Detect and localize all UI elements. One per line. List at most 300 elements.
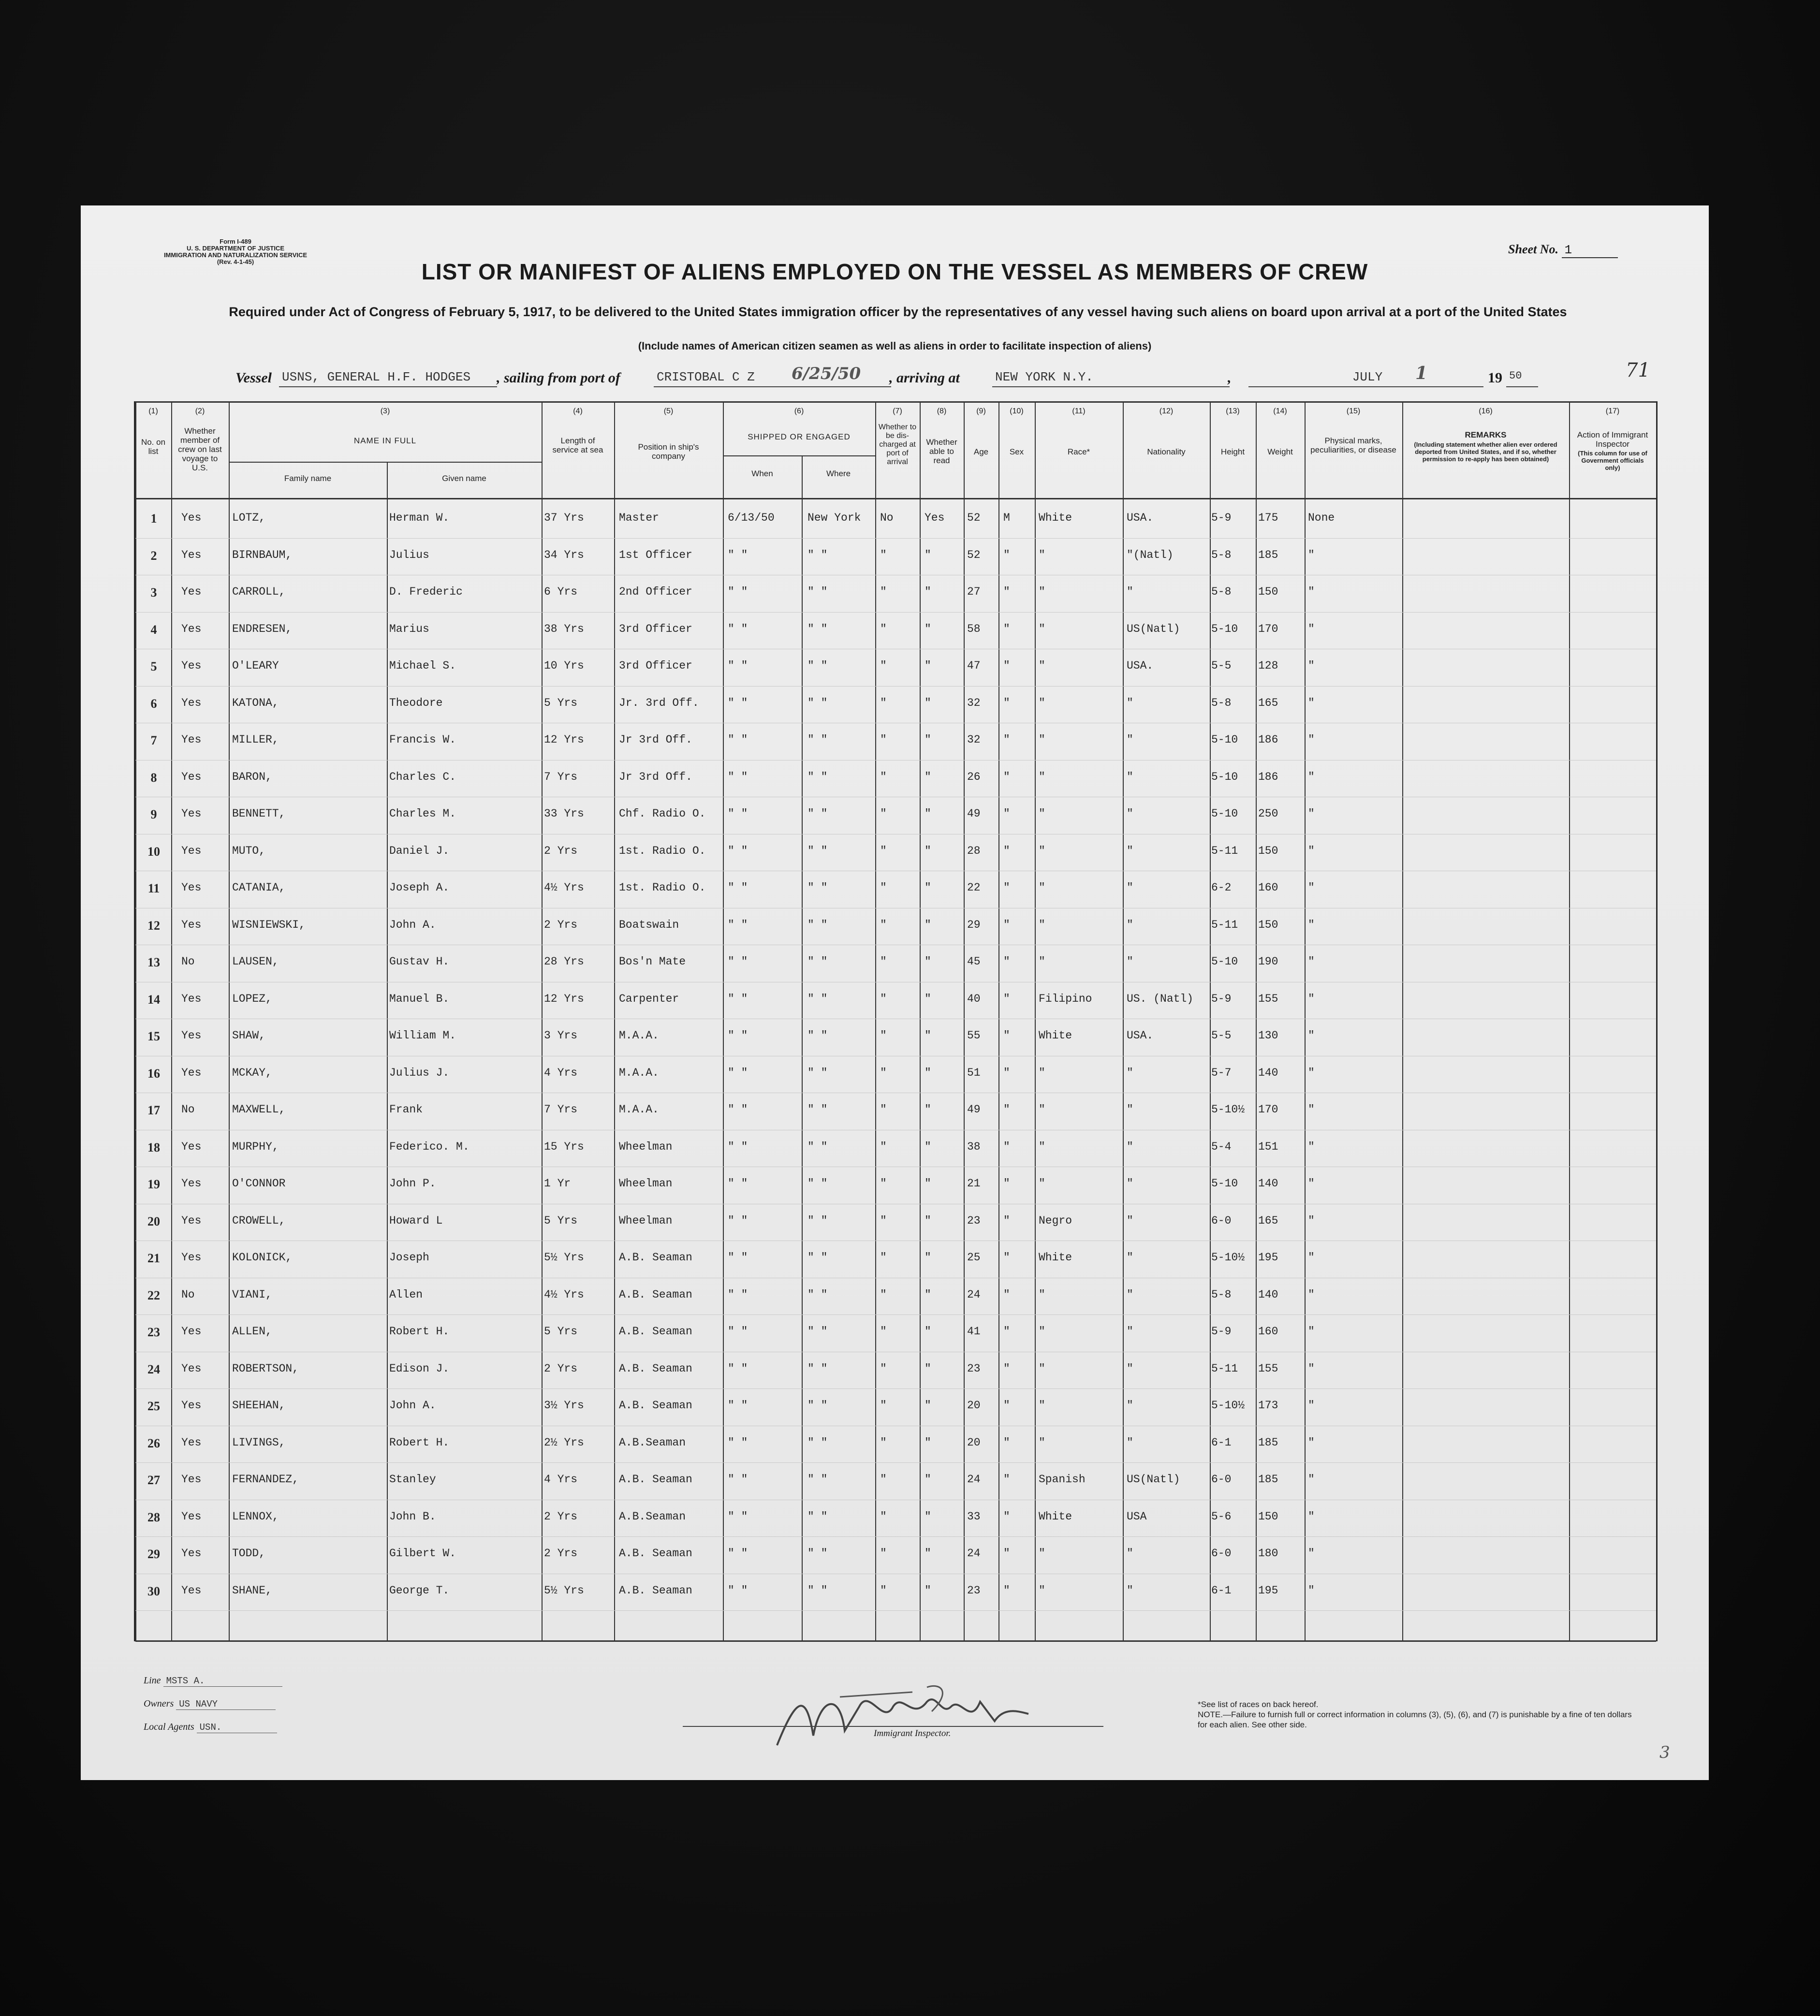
- cell-sex: ": [1003, 585, 1010, 598]
- cell-height: 5-10½: [1211, 1251, 1245, 1264]
- cell-sex: ": [1003, 1510, 1010, 1523]
- header-given-name: Given name: [442, 474, 486, 483]
- cell-last-voyage: No: [181, 955, 195, 968]
- header-age: Age: [973, 447, 989, 456]
- cell-row-no: 22: [147, 1288, 160, 1302]
- cell-shipped-where: " ": [807, 1399, 828, 1412]
- cell-length-service: 4 Yrs: [544, 1473, 578, 1486]
- cell-family-name: MCKAY,: [232, 1066, 272, 1079]
- cell-length-service: 2 Yrs: [544, 918, 578, 931]
- cell-able-to-read: ": [925, 1177, 931, 1190]
- arrival-day: 1: [1415, 363, 1428, 383]
- cell-discharged: ": [880, 1214, 887, 1227]
- cell-given-name: Robert H.: [389, 1325, 450, 1338]
- cell-shipped-where: " ": [807, 659, 828, 672]
- cell-given-name: William M.: [389, 1029, 456, 1042]
- cell-shipped-when: 6/13/50: [728, 511, 775, 524]
- cell-physical-marks: ": [1308, 992, 1315, 1005]
- cell-discharged: ": [880, 585, 887, 598]
- cell-position: Bos'n Mate: [619, 955, 686, 968]
- cell-weight: 185: [1258, 1436, 1278, 1449]
- cell-position: Jr 3rd Off.: [619, 733, 692, 746]
- cell-nationality: ": [1127, 1177, 1133, 1190]
- cell-discharged: ": [880, 770, 887, 783]
- cell-given-name: Herman W.: [389, 511, 450, 524]
- cell-last-voyage: Yes: [181, 622, 202, 635]
- cell-age: 52: [967, 548, 981, 561]
- cell-shipped-when: " ": [728, 1140, 748, 1153]
- header-action: Action of Immigrant Inspector: [1577, 430, 1648, 449]
- row-rule: [135, 686, 1656, 687]
- cell-given-name: John B.: [389, 1510, 436, 1523]
- cell-discharged: ": [880, 622, 887, 635]
- cell-nationality: "(Natl): [1127, 548, 1174, 561]
- cell-nationality: ": [1127, 1288, 1133, 1301]
- cell-race: ": [1039, 955, 1045, 968]
- cell-race: ": [1039, 622, 1045, 635]
- cell-row-no: 3: [150, 585, 157, 599]
- cell-sex: ": [1003, 548, 1010, 561]
- cell-weight: 185: [1258, 548, 1278, 561]
- sheet-value: 1: [1562, 243, 1618, 258]
- cell-shipped-when: " ": [728, 881, 748, 894]
- cell-family-name: ENDRESEN,: [232, 622, 293, 635]
- cell-age: 45: [967, 955, 981, 968]
- cell-family-name: MILLER,: [232, 733, 279, 746]
- cell-height: 5-10: [1211, 807, 1238, 820]
- cell-race: ": [1039, 844, 1045, 857]
- cell-position: A.B.Seaman: [619, 1436, 686, 1449]
- cell-last-voyage: Yes: [181, 1251, 202, 1264]
- cell-last-voyage: Yes: [181, 844, 202, 857]
- cell-shipped-when: " ": [728, 807, 748, 820]
- cell-race: White: [1039, 1510, 1072, 1523]
- cell-physical-marks: ": [1308, 1029, 1315, 1042]
- cell-shipped-when: " ": [728, 1325, 748, 1338]
- cell-last-voyage: Yes: [181, 1214, 202, 1227]
- cell-position: 3rd Officer: [619, 622, 692, 635]
- cell-age: 24: [967, 1288, 981, 1301]
- cell-family-name: O'LEARY: [232, 659, 279, 672]
- cell-able-to-read: ": [925, 585, 931, 598]
- cell-last-voyage: Yes: [181, 992, 202, 1005]
- cell-discharged: ": [880, 955, 887, 968]
- cell-sex: ": [1003, 881, 1010, 894]
- cell-length-service: 5 Yrs: [544, 1214, 578, 1227]
- cell-shipped-when: " ": [728, 1066, 748, 1079]
- cell-height: 6-0: [1211, 1473, 1232, 1486]
- cell-last-voyage: Yes: [181, 881, 202, 894]
- cell-physical-marks: ": [1308, 807, 1315, 820]
- cell-height: 5-11: [1211, 1362, 1238, 1375]
- cell-row-no: 4: [150, 622, 157, 637]
- col-num: (11): [1072, 407, 1086, 415]
- cell-row-no: 24: [147, 1362, 160, 1376]
- cell-nationality: ": [1127, 1325, 1133, 1338]
- cell-height: 5-4: [1211, 1140, 1232, 1153]
- vessel-name: USNS, GENERAL H.F. HODGES: [279, 370, 497, 387]
- cell-position: Wheelman: [619, 1214, 673, 1227]
- cell-discharged: ": [880, 1325, 887, 1338]
- service: IMMIGRATION AND NATURALIZATION SERVICE: [163, 251, 308, 259]
- cell-weight: 150: [1258, 585, 1278, 598]
- cell-shipped-when: " ": [728, 955, 748, 968]
- cell-position: M.A.A.: [619, 1103, 659, 1116]
- cell-nationality: ": [1127, 1399, 1133, 1412]
- cell-physical-marks: ": [1308, 955, 1315, 968]
- col-num: (12): [1159, 407, 1174, 415]
- cell-physical-marks: ": [1308, 585, 1315, 598]
- cell-length-service: 10 Yrs: [544, 659, 584, 672]
- sailing-date: 6/25/50: [792, 364, 861, 383]
- cell-last-voyage: Yes: [181, 1473, 202, 1486]
- cell-family-name: MURPHY,: [232, 1140, 279, 1153]
- col-num: (14): [1273, 407, 1287, 415]
- cell-shipped-where: " ": [807, 696, 828, 709]
- cell-race: ": [1039, 918, 1045, 931]
- header-weight: Weight: [1267, 447, 1293, 456]
- cell-discharged: ": [880, 918, 887, 931]
- cell-height: 5-10: [1211, 733, 1238, 746]
- crew-table: [134, 401, 1658, 1641]
- cell-family-name: TODD,: [232, 1547, 266, 1560]
- cell-shipped-when: " ": [728, 1362, 748, 1375]
- cell-race: ": [1039, 1436, 1045, 1449]
- cell-shipped-when: " ": [728, 1251, 748, 1264]
- cell-height: 5-5: [1211, 1029, 1232, 1042]
- cell-family-name: MUTO,: [232, 844, 266, 857]
- header-when: When: [751, 469, 773, 478]
- cell-race: White: [1039, 1251, 1072, 1264]
- cell-weight: 175: [1258, 511, 1278, 524]
- col-num: (9): [976, 407, 986, 415]
- col-num: (8): [937, 407, 947, 415]
- cell-nationality: ": [1127, 733, 1133, 746]
- cell-height: 6-2: [1211, 881, 1232, 894]
- cell-discharged: ": [880, 696, 887, 709]
- cell-race: ": [1039, 770, 1045, 783]
- cell-length-service: 5 Yrs: [544, 696, 578, 709]
- cell-last-voyage: Yes: [181, 1066, 202, 1079]
- inspector-label: Immigrant Inspector.: [874, 1728, 951, 1738]
- header-length-service: Length of service at sea: [552, 436, 603, 454]
- header-sex: Sex: [1009, 447, 1024, 456]
- cell-sex: ": [1003, 1399, 1010, 1412]
- cell-position: Jr 3rd Off.: [619, 770, 692, 783]
- cell-row-no: 10: [147, 844, 160, 859]
- row-rule: [135, 1610, 1656, 1611]
- cell-nationality: ": [1127, 881, 1133, 894]
- cell-nationality: ": [1127, 1103, 1133, 1116]
- cell-shipped-where: " ": [807, 1362, 828, 1375]
- cell-nationality: ": [1127, 1140, 1133, 1153]
- cell-age: 23: [967, 1584, 981, 1597]
- cell-row-no: 13: [147, 955, 160, 969]
- cell-position: Wheelman: [619, 1177, 673, 1190]
- cell-age: 20: [967, 1436, 981, 1449]
- cell-length-service: 7 Yrs: [544, 770, 578, 783]
- cell-age: 38: [967, 1140, 981, 1153]
- cell-length-service: 5½ Yrs: [544, 1584, 584, 1597]
- cell-height: 5-8: [1211, 1288, 1232, 1301]
- cell-physical-marks: ": [1308, 1140, 1315, 1153]
- col-num: (10): [1010, 407, 1024, 415]
- cell-sex: ": [1003, 1473, 1010, 1486]
- cell-shipped-where: " ": [807, 1510, 828, 1523]
- cell-row-no: 21: [147, 1251, 160, 1265]
- cell-last-voyage: Yes: [181, 585, 202, 598]
- col-num: (1): [148, 407, 158, 415]
- cell-length-service: 5½ Yrs: [544, 1251, 584, 1264]
- cell-age: 49: [967, 1103, 981, 1116]
- header-remarks: REMARKS: [1465, 430, 1507, 439]
- footer-owners: [144, 1698, 276, 1710]
- cell-weight: 150: [1258, 844, 1278, 857]
- cell-nationality: ": [1127, 955, 1133, 968]
- agents-value: USN.: [197, 1722, 277, 1733]
- cell-weight: 140: [1258, 1288, 1278, 1301]
- col-num: (3): [380, 407, 390, 415]
- cell-physical-marks: None: [1308, 511, 1335, 524]
- row-rule: [135, 1388, 1656, 1389]
- cell-given-name: Stanley: [389, 1473, 436, 1486]
- cell-race: ": [1039, 1066, 1045, 1079]
- cell-age: 28: [967, 844, 981, 857]
- cell-length-service: 37 Yrs: [544, 511, 584, 524]
- cell-length-service: 4½ Yrs: [544, 1288, 584, 1301]
- cell-length-service: 38 Yrs: [544, 622, 584, 635]
- cell-position: A.B. Seaman: [619, 1584, 692, 1597]
- cell-age: 22: [967, 881, 981, 894]
- cell-shipped-where: " ": [807, 807, 828, 820]
- cell-family-name: SHEEHAN,: [232, 1399, 286, 1412]
- cell-race: ": [1039, 696, 1045, 709]
- row-rule: [135, 612, 1656, 613]
- cell-shipped-where: " ": [807, 622, 828, 635]
- cell-length-service: 2 Yrs: [544, 1547, 578, 1560]
- revision: (Rev. 4-1-45): [217, 258, 254, 265]
- cell-shipped-when: " ": [728, 1436, 748, 1449]
- cell-nationality: ": [1127, 1251, 1133, 1264]
- col-num: (7): [893, 407, 902, 415]
- cell-family-name: KATONA,: [232, 696, 279, 709]
- cell-race: Negro: [1039, 1214, 1072, 1227]
- cell-sex: ": [1003, 918, 1010, 931]
- note-races: *See list of races on back hereof.: [1198, 1700, 1319, 1709]
- cell-position: Carpenter: [619, 992, 679, 1005]
- cell-row-no: 25: [147, 1399, 160, 1413]
- header-height: Height: [1220, 447, 1245, 456]
- cell-shipped-when: " ": [728, 1214, 748, 1227]
- cell-weight: 160: [1258, 881, 1278, 894]
- cell-sex: ": [1003, 955, 1010, 968]
- cell-weight: 140: [1258, 1177, 1278, 1190]
- cell-physical-marks: ": [1308, 1251, 1315, 1264]
- footer-agents: [144, 1722, 277, 1733]
- cell-sex: ": [1003, 1325, 1010, 1338]
- cell-length-service: 34 Yrs: [544, 548, 584, 561]
- cell-physical-marks: ": [1308, 1399, 1315, 1412]
- cell-given-name: Edison J.: [389, 1362, 450, 1375]
- cell-age: 33: [967, 1510, 981, 1523]
- cell-age: 55: [967, 1029, 981, 1042]
- col-num: (2): [195, 407, 205, 415]
- col-num: (17): [1605, 407, 1620, 415]
- cell-weight: 155: [1258, 992, 1278, 1005]
- cell-given-name: Charles M.: [389, 807, 456, 820]
- cell-sex: M: [1003, 511, 1010, 524]
- cell-row-no: 26: [147, 1436, 160, 1450]
- cell-height: 6-1: [1211, 1584, 1232, 1597]
- row-rule: [135, 1536, 1656, 1537]
- cell-position: Wheelman: [619, 1140, 673, 1153]
- cell-row-no: 9: [150, 807, 157, 821]
- header-race: Race*: [1067, 447, 1090, 456]
- cell-shipped-where: " ": [807, 955, 828, 968]
- cell-physical-marks: ": [1308, 1214, 1315, 1227]
- cell-age: 23: [967, 1362, 981, 1375]
- cell-race: ": [1039, 1547, 1045, 1560]
- cell-length-service: 7 Yrs: [544, 1103, 578, 1116]
- cell-discharged: ": [880, 1473, 887, 1486]
- cell-race: ": [1039, 585, 1045, 598]
- cell-position: A.B. Seaman: [619, 1325, 692, 1338]
- cell-nationality: US(Natl): [1127, 1473, 1180, 1486]
- cell-discharged: ": [880, 1547, 887, 1560]
- cell-last-voyage: Yes: [181, 659, 202, 672]
- cell-discharged: ": [880, 1288, 887, 1301]
- cell-sex: ": [1003, 1584, 1010, 1597]
- cell-shipped-where: " ": [807, 1584, 828, 1597]
- cell-age: 29: [967, 918, 981, 931]
- cell-age: 21: [967, 1177, 981, 1190]
- cell-nationality: ": [1127, 1066, 1133, 1079]
- cell-age: 58: [967, 622, 981, 635]
- cell-given-name: Daniel J.: [389, 844, 450, 857]
- cell-length-service: 12 Yrs: [544, 733, 584, 746]
- cell-family-name: MAXWELL,: [232, 1103, 286, 1116]
- cell-able-to-read: ": [925, 1140, 931, 1153]
- arriving-label: , arriving at: [889, 370, 960, 386]
- cell-physical-marks: ": [1308, 1066, 1315, 1079]
- cell-physical-marks: ": [1308, 659, 1315, 672]
- cell-able-to-read: ": [925, 696, 931, 709]
- cell-family-name: BARON,: [232, 770, 272, 783]
- cell-weight: 195: [1258, 1584, 1278, 1597]
- cell-nationality: USA.: [1127, 1029, 1154, 1042]
- cell-shipped-where: " ": [807, 1066, 828, 1079]
- cell-family-name: CARROLL,: [232, 585, 286, 598]
- cell-height: 5-11: [1211, 918, 1238, 931]
- header-action-note: (This column for use of Government officials only): [1578, 450, 1647, 471]
- col-num: (5): [663, 407, 674, 415]
- cell-given-name: Frank: [389, 1103, 423, 1116]
- cell-discharged: ": [880, 548, 887, 561]
- owners-label: Owners: [144, 1698, 174, 1709]
- cell-able-to-read: ": [925, 881, 931, 894]
- cell-given-name: Joseph: [389, 1251, 429, 1264]
- cell-position: A.B. Seaman: [619, 1547, 692, 1560]
- cell-given-name: Marius: [389, 622, 429, 635]
- cell-race: ": [1039, 733, 1045, 746]
- cell-able-to-read: ": [925, 992, 931, 1005]
- cell-weight: 150: [1258, 918, 1278, 931]
- cell-weight: 150: [1258, 1510, 1278, 1523]
- cell-shipped-where: " ": [807, 1103, 828, 1116]
- cell-given-name: John P.: [389, 1177, 436, 1190]
- cell-race: ": [1039, 807, 1045, 820]
- cell-length-service: 2½ Yrs: [544, 1436, 584, 1449]
- cell-able-to-read: ": [925, 1029, 931, 1042]
- header-name: NAME IN FULL: [353, 436, 417, 445]
- cell-row-no: 30: [147, 1584, 160, 1598]
- header-discharged: Whether to be dis-charged at port of arrival: [878, 423, 917, 466]
- cell-family-name: LOPEZ,: [232, 992, 272, 1005]
- cell-height: 5-9: [1211, 511, 1232, 524]
- cell-able-to-read: ": [925, 1510, 931, 1523]
- cell-nationality: ": [1127, 1547, 1133, 1560]
- cell-physical-marks: ": [1308, 770, 1315, 783]
- cell-physical-marks: ": [1308, 1584, 1315, 1597]
- cell-discharged: ": [880, 1510, 887, 1523]
- cell-height: 5-10: [1211, 955, 1238, 968]
- cell-given-name: Theodore: [389, 696, 443, 709]
- cell-given-name: Julius: [389, 548, 429, 561]
- cell-able-to-read: ": [925, 1288, 931, 1301]
- cell-family-name: LIVINGS,: [232, 1436, 286, 1449]
- cell-physical-marks: ": [1308, 1362, 1315, 1375]
- col-num: (15): [1346, 407, 1361, 415]
- cell-given-name: Federico. M.: [389, 1140, 470, 1153]
- cell-weight: 185: [1258, 1473, 1278, 1486]
- cell-race: White: [1039, 511, 1072, 524]
- cell-shipped-when: " ": [728, 1177, 748, 1190]
- sailing-port: CRISTOBAL C Z: [654, 370, 891, 387]
- cell-position: A.B. Seaman: [619, 1288, 692, 1301]
- cell-last-voyage: Yes: [181, 1399, 202, 1412]
- cell-physical-marks: ": [1308, 844, 1315, 857]
- inspector-line: [683, 1726, 1103, 1727]
- cell-sex: ": [1003, 1177, 1010, 1190]
- cell-shipped-when: " ": [728, 548, 748, 561]
- cell-given-name: Gustav H.: [389, 955, 450, 968]
- cell-able-to-read: ": [925, 918, 931, 931]
- cell-discharged: ": [880, 881, 887, 894]
- cell-discharged: ": [880, 1066, 887, 1079]
- note-penalty: NOTE.—Failure to furnish full or correct information in columns (3), (5), (6), and (7) is punishable by a fine of ten dollars for each alien. See other side.: [1198, 1710, 1632, 1729]
- cell-weight: 186: [1258, 770, 1278, 783]
- cell-discharged: No: [880, 511, 894, 524]
- cell-length-service: 1 Yr: [544, 1177, 571, 1190]
- arrival-month: JULY: [1248, 370, 1483, 387]
- cell-able-to-read: ": [925, 770, 931, 783]
- cell-race: Filipino: [1039, 992, 1092, 1005]
- cell-age: 51: [967, 1066, 981, 1079]
- cell-age: 25: [967, 1251, 981, 1264]
- cell-given-name: Francis W.: [389, 733, 456, 746]
- page-title: LIST OR MANIFEST OF ALIENS EMPLOYED ON THE VESSEL AS MEMBERS OF CREW: [421, 259, 1368, 284]
- cell-nationality: ": [1127, 918, 1133, 931]
- cell-physical-marks: ": [1308, 1473, 1315, 1486]
- cell-row-no: 19: [147, 1177, 160, 1191]
- cell-nationality: ": [1127, 807, 1133, 820]
- cell-weight: 155: [1258, 1362, 1278, 1375]
- cell-weight: 165: [1258, 1214, 1278, 1227]
- cell-length-service: 5 Yrs: [544, 1325, 578, 1338]
- cell-age: 23: [967, 1214, 981, 1227]
- cell-physical-marks: ": [1308, 622, 1315, 635]
- cell-weight: 151: [1258, 1140, 1278, 1153]
